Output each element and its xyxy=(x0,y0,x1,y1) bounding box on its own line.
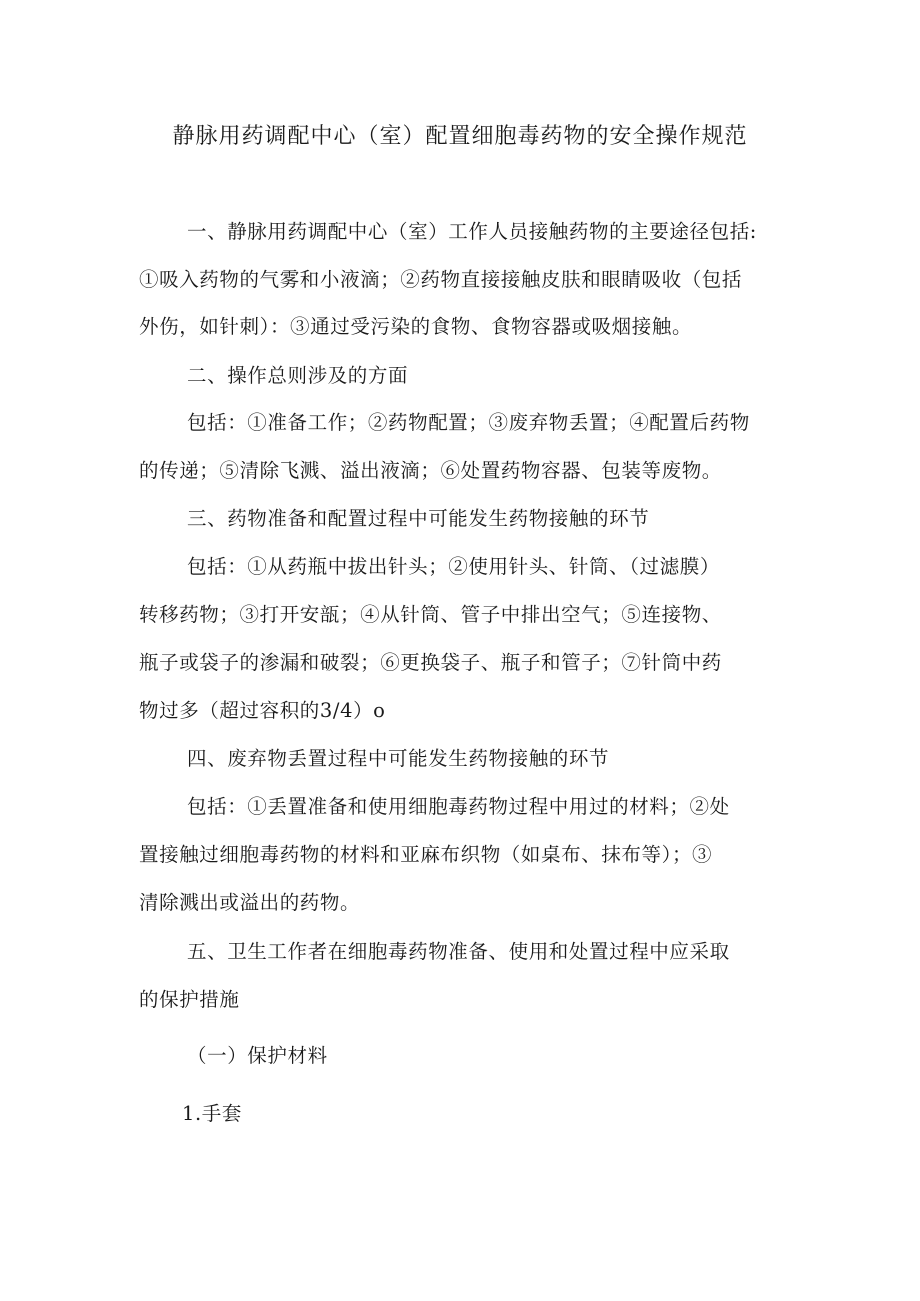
paragraph-line: 的保护措施 xyxy=(139,988,240,1011)
paragraph-line: 转移药物；③打开安瓿；④从针筒、管子中排出空气；⑤连接物、 xyxy=(139,603,722,626)
paragraph-line: 置接触过细胞毒药物的材料和亚麻布织物（如桌布、抹布等）；③ xyxy=(139,843,713,866)
paragraph-line: 包括：①从药瓶中拔出针头；②使用针头、针筒、（过滤膜） xyxy=(187,555,720,578)
section-4-heading: 四、废弃物丢置过程中可能发生药物接触的环节 xyxy=(187,747,610,770)
paragraph-line: 清除溅出或溢出的药物。 xyxy=(139,891,361,914)
subsection-heading: （一）保护材料 xyxy=(187,1044,328,1067)
paragraph-line: ①吸入药物的气雾和小液滴；②药物直接接触皮肤和眼睛吸收（包括 xyxy=(139,268,743,291)
paragraph-line: 的传递；⑤清除飞溅、溢出液滴；⑥处置药物容器、包装等废物。 xyxy=(139,459,722,482)
paragraph-line: 瓶子或袋子的渗漏和破裂；⑥更换袋子、瓶子和管子；⑦针筒中药 xyxy=(139,651,722,674)
paragraph-line: 外伤，如针刺）：③通过受污染的食物、食物容器或吸烟接触。 xyxy=(139,315,693,338)
paragraph-line: 包括：①准备工作；②药物配置；③废弃物丢置；④配置后药物 xyxy=(187,411,750,434)
section-1-heading: 一、静脉用药调配中心（室）工作人员接触药物的主要途径包括: xyxy=(187,220,757,243)
section-5-heading: 五、卫生工作者在细胞毒药物准备、使用和处置过程中应采取 xyxy=(187,940,730,963)
document-title: 静脉用药调配中心（室）配置细胞毒药物的安全操作规范 xyxy=(172,124,748,149)
section-2-heading: 二、操作总则涉及的方面 xyxy=(187,364,409,387)
list-item-heading: 1.手套 xyxy=(182,1102,243,1125)
paragraph-line: 物过多（超过容积的3/4）o xyxy=(139,699,386,722)
paragraph-line: 包括：①丢置准备和使用细胞毒药物过程中用过的材料；②处 xyxy=(187,795,730,818)
section-3-heading: 三、药物准备和配置过程中可能发生药物接触的环节 xyxy=(187,507,650,530)
